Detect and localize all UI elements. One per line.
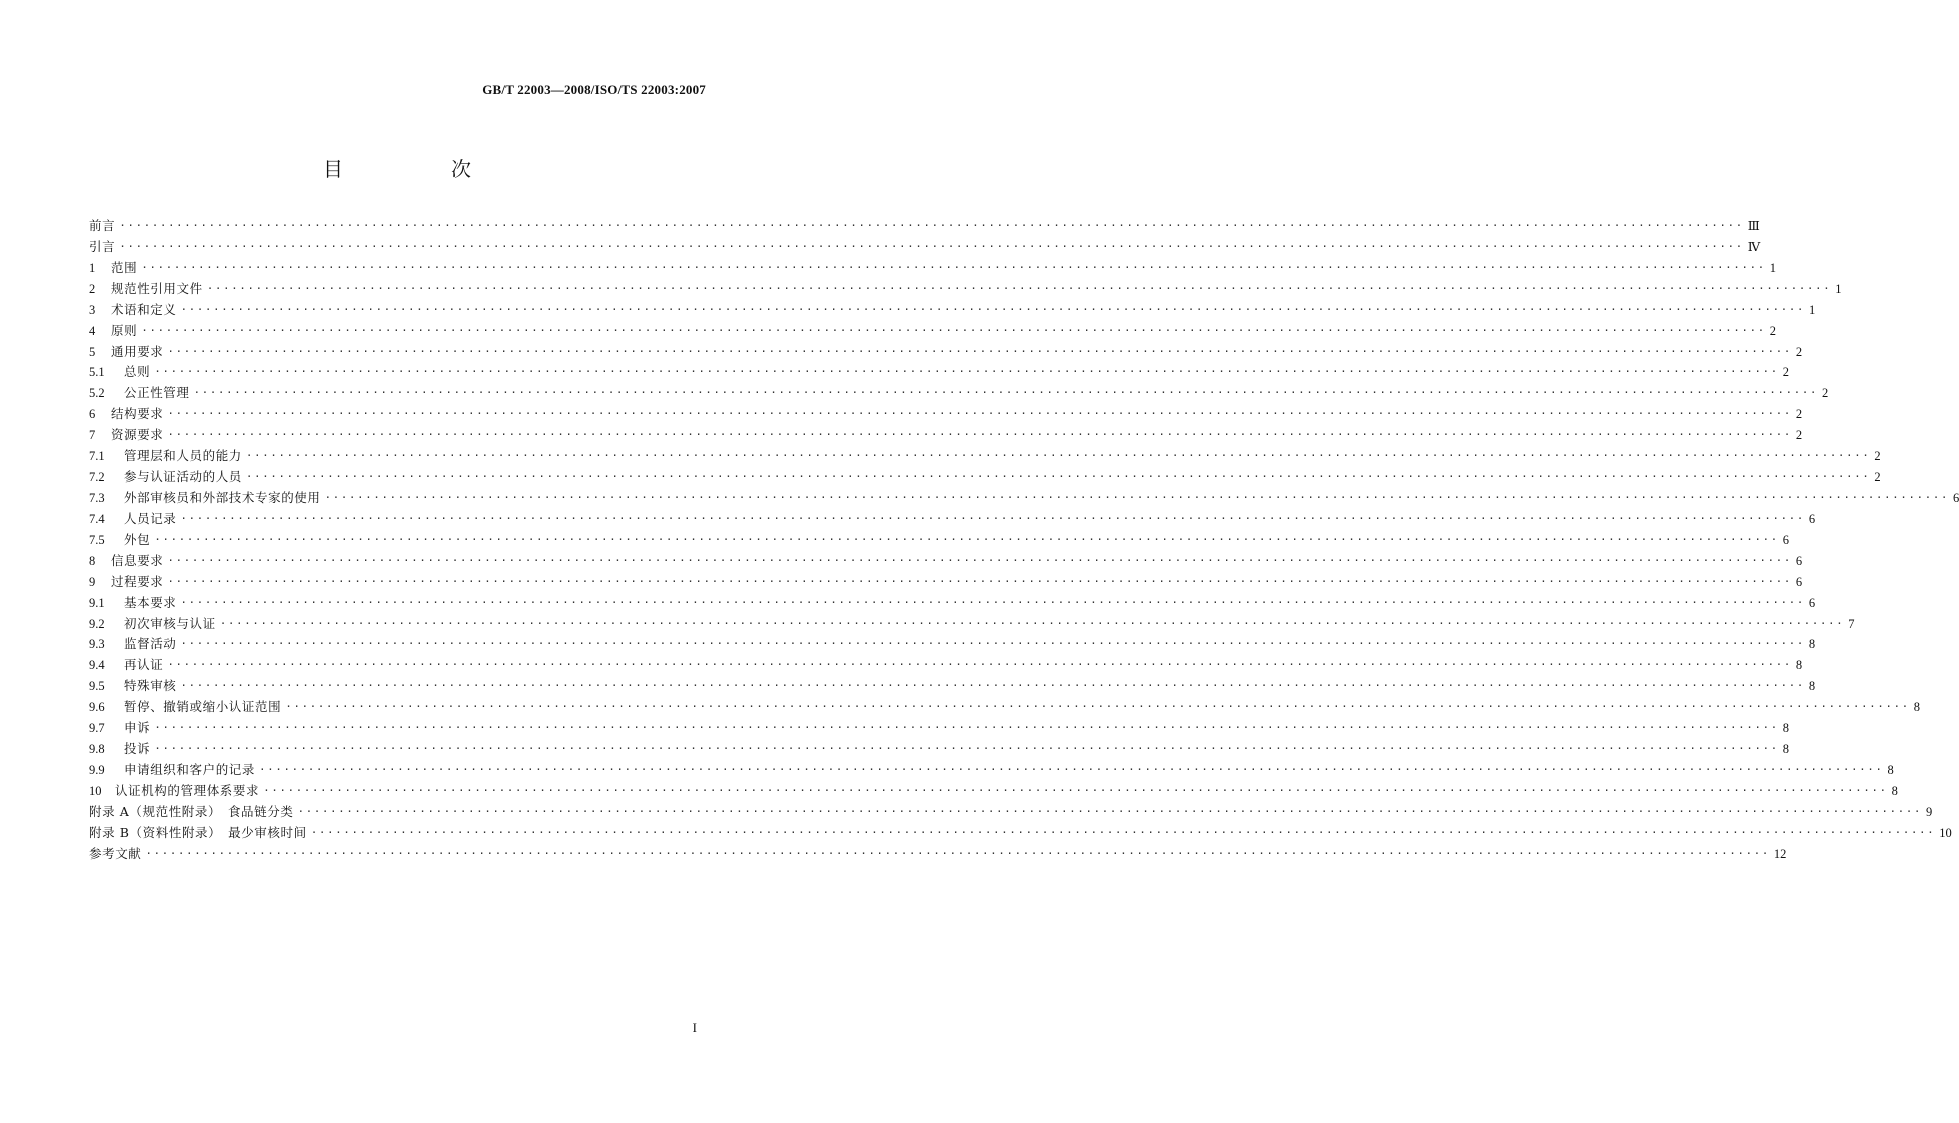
toc-dot-leader: ········································································································································································································ xyxy=(154,742,1779,756)
toc-entry[interactable] xyxy=(89,572,1803,593)
toc-entry[interactable] xyxy=(89,446,1881,467)
toc-entry-number: 7.4 xyxy=(89,511,105,526)
toc-entry-page: 2 xyxy=(1874,470,1881,485)
toc-entry[interactable] xyxy=(89,718,1789,739)
toc-entry-page: 8 xyxy=(1913,700,1920,715)
toc-entry-title: 原则 xyxy=(111,322,138,338)
page-title: 目 次 xyxy=(323,157,515,181)
toc-entry[interactable] xyxy=(89,823,1952,844)
toc-dot-leader: ········································································································································································································ xyxy=(180,511,1805,525)
toc-entry-page: 12 xyxy=(1773,846,1787,861)
toc-entry[interactable] xyxy=(89,258,1776,279)
toc-entry-title: 特殊审核 xyxy=(124,678,177,694)
toc-entry-number: 9.7 xyxy=(89,721,105,736)
toc-entry-number: 5 xyxy=(89,344,96,359)
toc-entry-page: 2 xyxy=(1874,449,1881,464)
toc-entry-number: 7 xyxy=(89,428,96,443)
toc-dot-leader: ········································································································································································································ xyxy=(180,302,1806,316)
standard-number: GB/T 22003—2008/ISO/TS 22003:2007 xyxy=(482,82,706,97)
toc-entry-page: Ⅲ xyxy=(1747,219,1760,233)
toc-entry-number: 7.5 xyxy=(89,532,105,547)
toc-dot-leader: ········································································································································································································ xyxy=(180,679,1805,693)
toc-entry-title: 外包 xyxy=(124,531,151,547)
toc-dot-leader: ········································································································································································································ xyxy=(193,386,1819,400)
toc-entry-page: 10 xyxy=(1939,825,1952,840)
toc-entry-page: 8 xyxy=(1887,762,1894,777)
toc-entry-number: 9.4 xyxy=(89,658,105,673)
toc-entry[interactable] xyxy=(89,404,1803,425)
toc-entry-title: 参考文献 xyxy=(89,845,142,861)
toc-entry[interactable] xyxy=(89,509,1816,530)
toc-entry-title: 结构要求 xyxy=(111,406,164,422)
toc-entry-page: 8 xyxy=(1795,658,1803,673)
toc-entry-number: 2 xyxy=(89,281,96,296)
toc-entry-title: 附录 B（资料性附录） 最少审核时间 xyxy=(89,824,307,840)
toc-dot-leader: ········································································································································································································ xyxy=(324,490,1950,504)
toc-entry[interactable] xyxy=(89,614,1855,635)
toc-entry-title: 申诉 xyxy=(124,720,151,736)
toc-entry-number: 3 xyxy=(89,302,96,317)
toc-dot-leader: ········································································································································································································ xyxy=(167,553,1792,567)
toc-entry-title: 外部审核员和外部技术专家的使用 xyxy=(124,489,321,505)
toc-entry-page: 1 xyxy=(1809,302,1816,317)
toc-dot-leader: ········································································································································································································ xyxy=(167,407,1792,421)
toc-dot-leader: ········································································································································································································ xyxy=(154,532,1779,546)
toc-entry-page: Ⅳ xyxy=(1747,239,1761,254)
toc-entry-title: 附录 A（规范性附录） 食品链分类 xyxy=(89,803,294,819)
toc-entry-page: 8 xyxy=(1782,721,1789,736)
toc-entry[interactable] xyxy=(89,760,1894,781)
toc-entry-number: 8 xyxy=(89,553,96,568)
toc-entry-title: 通用要求 xyxy=(111,343,164,359)
toc-dot-leader: ········································································································································································································ xyxy=(154,365,1779,379)
toc-entry-page: 6 xyxy=(1953,490,1959,505)
toc-entry[interactable] xyxy=(89,216,1760,237)
toc-entry-title: 参与认证活动的人员 xyxy=(124,469,242,485)
toc-dot-leader: ········································································································································································································ xyxy=(154,721,1779,735)
toc-entry[interactable] xyxy=(89,342,1803,363)
toc-entry[interactable] xyxy=(89,383,1829,404)
toc-entry-title: 总则 xyxy=(124,364,151,380)
toc-dot-leader: ········································································································································································································ xyxy=(119,219,1744,232)
toc-entry-page: 8 xyxy=(1808,637,1816,652)
toc-entry-title: 术语和定义 xyxy=(111,301,177,317)
toc-dot-leader: ········································································································································································································ xyxy=(285,700,1910,714)
toc-entry[interactable] xyxy=(89,237,1761,258)
toc-entry-number: 1 xyxy=(89,260,96,275)
toc-entry-page: 6 xyxy=(1808,511,1816,526)
toc-entry-page: 2 xyxy=(1782,365,1789,380)
table-of-contents xyxy=(89,216,1959,865)
toc-entry-page: 2 xyxy=(1822,386,1829,401)
toc-entry-number: 9.5 xyxy=(89,679,105,694)
toc-entry-page: 6 xyxy=(1808,595,1816,610)
toc-entry-page: 2 xyxy=(1795,407,1803,422)
toc-entry-page: 2 xyxy=(1795,344,1803,359)
toc-entry-title: 规范性引用文件 xyxy=(111,280,203,296)
toc-entry-page: 9 xyxy=(1925,804,1933,819)
toc-entry-page: 8 xyxy=(1891,783,1898,798)
toc-entry-number: 5.1 xyxy=(89,365,105,380)
toc-dot-leader: ········································································································································································································ xyxy=(145,846,1770,860)
toc-entry[interactable] xyxy=(89,634,1816,655)
toc-entry-number: 6 xyxy=(89,407,96,422)
toc-dot-leader: ········································································································································································································ xyxy=(259,762,1884,776)
toc-dot-leader: ········································································································································································································ xyxy=(141,260,1766,274)
toc-entry-page: 8 xyxy=(1782,742,1789,757)
toc-entry-number: 9.3 xyxy=(89,637,105,652)
toc-entry-number: 9.2 xyxy=(89,616,105,631)
toc-entry[interactable] xyxy=(89,781,1898,802)
toc-entry[interactable] xyxy=(89,321,1776,342)
toc-entry-number: 9.1 xyxy=(89,595,105,610)
toc-entry-title: 再认证 xyxy=(124,657,164,673)
toc-entry-title: 申请组织和客户的记录 xyxy=(124,761,256,777)
toc-entry-page: 2 xyxy=(1795,428,1803,443)
toc-entry-title: 前言 xyxy=(89,218,116,233)
page-number: I xyxy=(692,1020,697,1035)
toc-entry[interactable] xyxy=(89,593,1816,614)
toc-entry-number: 5.2 xyxy=(89,386,105,401)
toc-dot-leader: ········································································································································································································ xyxy=(180,637,1805,651)
toc-entry-title: 管理层和人员的能力 xyxy=(124,448,242,464)
toc-entry-title: 资源要求 xyxy=(111,427,164,443)
toc-entry-title: 初次审核与认证 xyxy=(124,615,216,631)
toc-dot-leader: ········································································································································································································ xyxy=(167,428,1792,442)
toc-entry-title: 基本要求 xyxy=(124,594,177,610)
toc-entry-number: 7.1 xyxy=(89,449,105,464)
toc-dot-leader: ········································································································································································································ xyxy=(263,783,1888,797)
toc-dot-leader: ········································································································································································································ xyxy=(297,804,1922,818)
toc-entry-title: 引言 xyxy=(89,238,116,254)
toc-entry[interactable] xyxy=(89,362,1789,383)
toc-entry-title: 暂停、撤销或缩小认证范围 xyxy=(124,699,282,715)
toc-entry-title: 公正性管理 xyxy=(124,385,190,401)
toc-entry[interactable] xyxy=(89,551,1803,572)
toc-entry[interactable] xyxy=(89,425,1803,446)
toc-dot-leader: ········································································································································································································ xyxy=(167,574,1792,588)
toc-entry-number: 9.6 xyxy=(89,700,105,715)
toc-entry-page: 2 xyxy=(1769,323,1776,338)
toc-dot-leader: ········································································································································································································ xyxy=(206,281,1832,295)
toc-entry-title: 投诉 xyxy=(124,741,151,757)
toc-entry[interactable] xyxy=(89,844,1787,865)
toc-entry-page: 1 xyxy=(1769,260,1776,275)
toc-entry[interactable] xyxy=(89,467,1881,488)
toc-entry[interactable] xyxy=(89,530,1789,551)
toc-entry[interactable] xyxy=(89,802,1933,823)
toc-entry-title: 过程要求 xyxy=(111,573,164,589)
toc-entry[interactable] xyxy=(89,739,1789,760)
toc-entry-page: 8 xyxy=(1808,679,1816,694)
toc-entry-number: 9.8 xyxy=(89,742,105,757)
toc-entry-page: 6 xyxy=(1795,553,1803,568)
toc-dot-leader: ········································································································································································································ xyxy=(245,449,1871,463)
toc-dot-leader: ········································································································································································································ xyxy=(119,239,1744,253)
toc-entry-number: 9 xyxy=(89,574,96,589)
toc-entry-page: 7 xyxy=(1848,616,1855,631)
toc-entry[interactable] xyxy=(89,300,1816,321)
toc-entry-page: 1 xyxy=(1835,281,1842,296)
toc-entry-number: 10 xyxy=(89,783,102,798)
toc-dot-leader: ········································································································································································································ xyxy=(141,323,1766,337)
toc-dot-leader: ········································································································································································································ xyxy=(245,470,1871,484)
toc-entry[interactable] xyxy=(89,279,1842,300)
toc-entry-page: 6 xyxy=(1782,532,1789,547)
toc-entry-number: 9.9 xyxy=(89,762,105,777)
toc-entry-number: 4 xyxy=(89,323,96,338)
toc-entry-number: 7.2 xyxy=(89,470,105,485)
toc-entry[interactable] xyxy=(89,488,1959,509)
toc-entry[interactable] xyxy=(89,676,1816,697)
toc-dot-leader: ········································································································································································································ xyxy=(219,616,1845,630)
toc-entry-title: 信息要求 xyxy=(111,552,164,568)
toc-entry-title: 人员记录 xyxy=(124,510,177,526)
toc-entry-title: 范围 xyxy=(111,259,138,275)
toc-entry[interactable] xyxy=(89,655,1803,676)
toc-dot-leader: ········································································································································································································ xyxy=(180,595,1805,609)
toc-dot-leader: ········································································································································································································ xyxy=(167,344,1792,358)
toc-entry-number: 7.3 xyxy=(89,490,105,505)
toc-entry-page: 6 xyxy=(1795,574,1803,589)
toc-entry[interactable] xyxy=(89,697,1920,718)
toc-dot-leader: ········································································································································································································ xyxy=(310,825,1936,839)
toc-entry-title: 监督活动 xyxy=(124,636,177,652)
toc-dot-leader: ········································································································································································································ xyxy=(167,658,1792,672)
toc-entry-title: 认证机构的管理体系要求 xyxy=(115,782,260,798)
